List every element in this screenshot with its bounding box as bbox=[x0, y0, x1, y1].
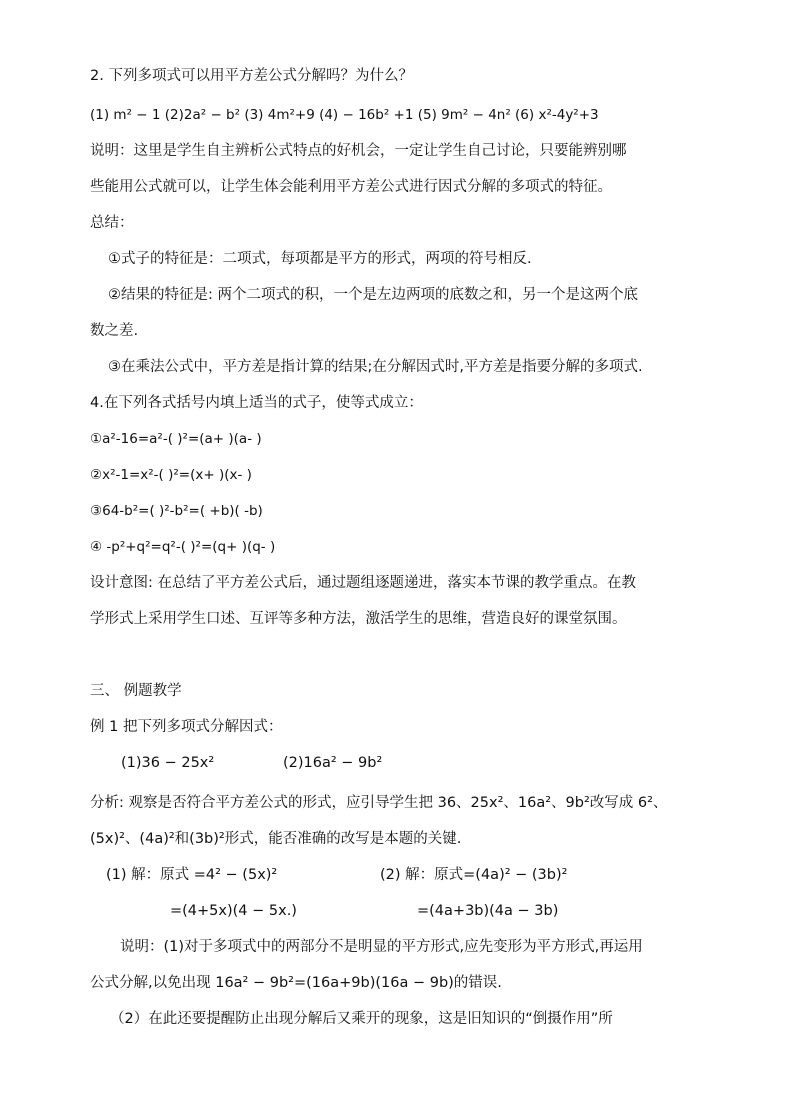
solution-2-line2: =(4a+3b)(4a − 3b) bbox=[417, 903, 559, 919]
section-3-heading: 三、 例题教学 bbox=[90, 683, 182, 699]
q4-title: 4.在下列各式括号内填上适当的式子，使等式成立： bbox=[90, 395, 423, 411]
summary-point-2-line2: 数之差. bbox=[90, 323, 139, 339]
q4-formula-3: ③64-b²=( )²-b²=( +b)( -b) bbox=[90, 503, 263, 519]
analysis-line2: (5x)²、(4a)²和(3b)²形式，能否准确的改写是本题的关键. bbox=[90, 831, 462, 847]
example-1-part-a: (1)36 − 25x² bbox=[121, 755, 215, 771]
summary-point-2-line1: ②结果的特征是: 两个二项式的积，一个是左边两项的底数之和，另一个是这两个底 bbox=[108, 287, 638, 303]
summary-label: 总结： bbox=[90, 215, 134, 231]
example-1-title: 例 1 把下列多项式分解因式： bbox=[90, 719, 283, 735]
design-intent-line2: 学形式上采用学生口述、互评等多种方法，激活学生的思维，营造良好的课堂氛围。 bbox=[90, 611, 627, 627]
q4-formula-1: ①a²-16=a²-( )²=(a+ )(a- ) bbox=[90, 431, 262, 447]
q2-note-line2: 些能用公式就可以，让学生体会能利用平方差公式进行因式分解的多项式的特征。 bbox=[90, 179, 612, 195]
solution-2-line1: (2) 解：原式=(4a)² − (3b)² bbox=[380, 867, 568, 883]
example-1-part-b: (2)16a² − 9b² bbox=[283, 755, 383, 771]
q4-formula-4: ④ -p²+q²=q²-( )²=(q+ )(q- ) bbox=[90, 539, 276, 555]
q2-title: 2. 下列多项式可以用平方差公式分解吗？为什么？ bbox=[90, 68, 413, 84]
design-intent-line1: 设计意图: 在总结了平方差公式后，通过题组逐题递进，落实本节课的教学重点。在教 bbox=[90, 575, 636, 591]
solution-1-line2: =(4+5x)(4 − 5x.) bbox=[170, 903, 297, 919]
summary-point-3: ③在乘法公式中，平方差是指计算的结果;在分解因式时,平方差是指要分解的多项式. bbox=[108, 359, 643, 375]
summary-point-1: ①式子的特征是：二项式，每项都是平方的形式，两项的符号相反. bbox=[108, 251, 532, 267]
q2-note-line1: 说明：这里是学生自主辨析公式特点的好机会，一定让学生自己讨论，只要能辨别哪 bbox=[90, 143, 627, 159]
note-2: （2）在此还要提醒防止出现分解后又乘开的现象，这是旧知识的“倒摄作用”所 bbox=[110, 1011, 613, 1027]
note-1-line1: 说明：(1)对于多项式中的两部分不是明显的平方形式,应先变形为平方形式,再运用 bbox=[120, 939, 643, 955]
solution-1-line1: (1) 解：原式 =4² − (5x)² bbox=[106, 867, 278, 883]
q4-formula-2: ②x²-1=x²-( )²=(x+ )(x- ) bbox=[90, 467, 252, 483]
analysis-line1: 分析: 观察是否符合平方差公式的形式，应引导学生把 36、25x²、16a²、9b²改写成 6²、 bbox=[90, 795, 668, 811]
q2-items: (1) m² − 1 (2)2a² − b² (3) 4m²+9 (4) − 16b² +1 (5) 9m² − 4n² (6) x²-4y²+3 bbox=[90, 107, 599, 123]
note-1-line2: 公式分解,以免出现 16a² − 9b²=(16a+9b)(16a − 9b)的错误. bbox=[90, 975, 502, 991]
